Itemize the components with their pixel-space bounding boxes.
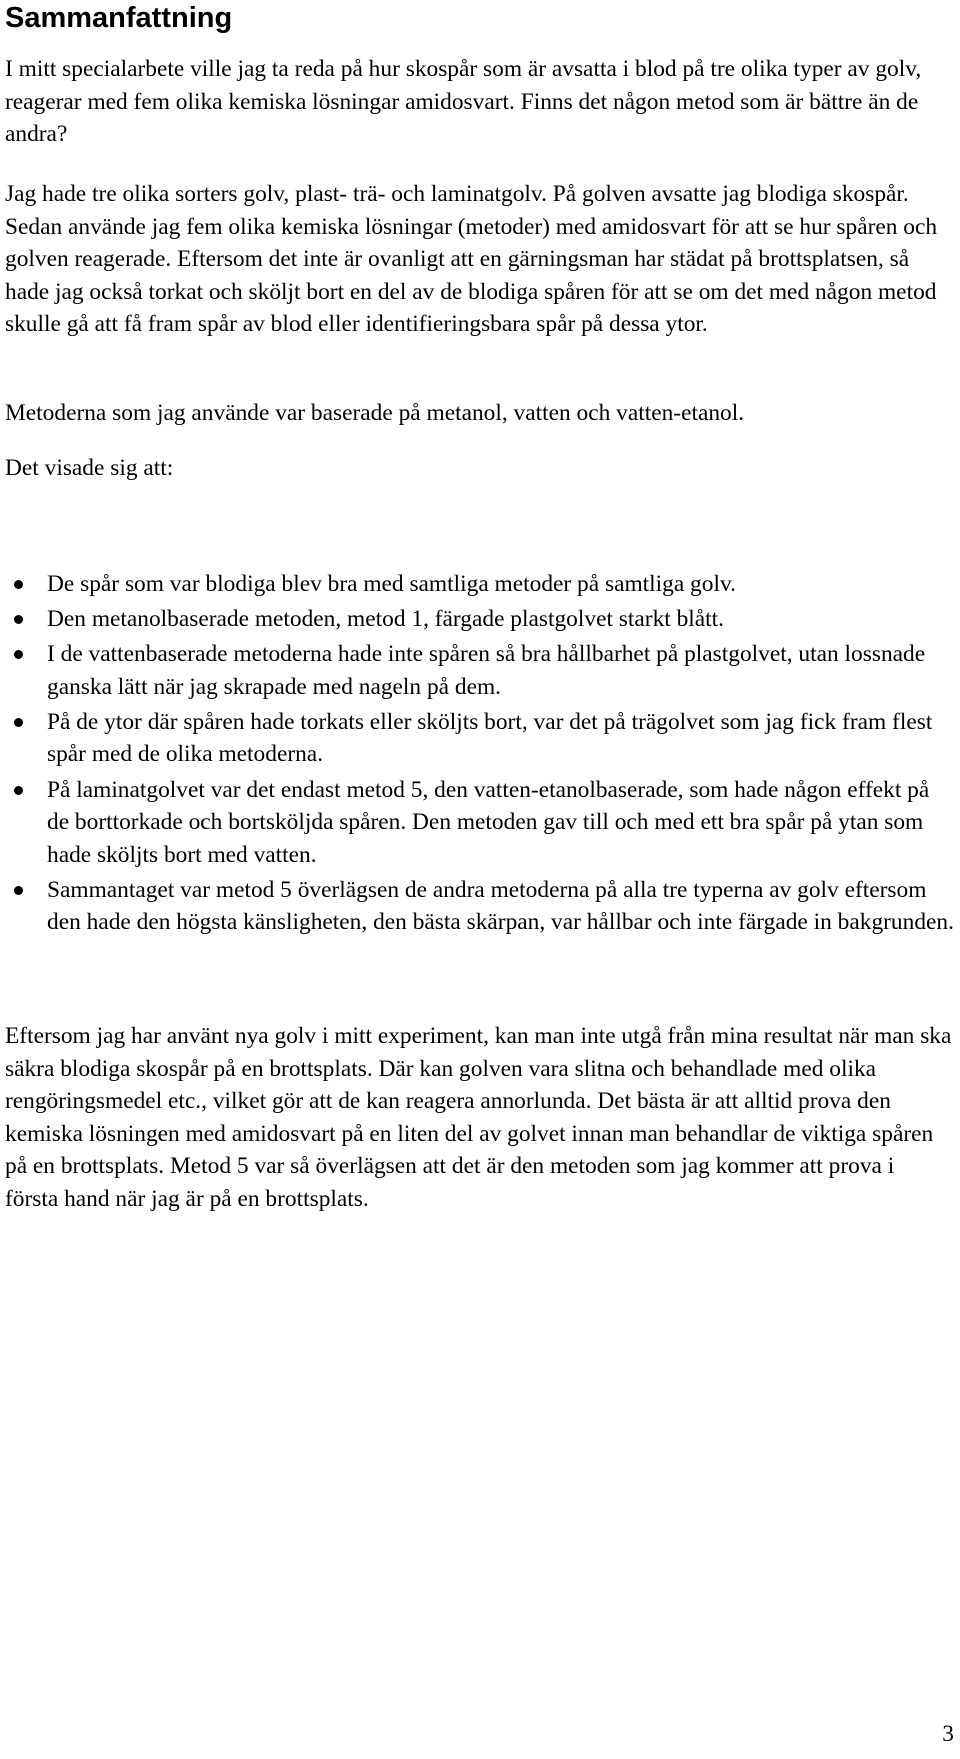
list-item xyxy=(0,638,955,703)
list-item-text: Sammantaget var metod 5 överlägsen de andra metoderna på alla tre typerna av golv eftersom den hade den högsta känsligheten, den bästa skärpan, var hållbar och inte färgade in bakgrunden. xyxy=(47,876,954,936)
results-intro-paragraph: Det visade sig att: xyxy=(5,455,174,481)
results-list xyxy=(0,568,955,942)
list-item xyxy=(0,568,955,601)
bullet-icon xyxy=(14,886,23,895)
list-item-text: I de vattenbaserade metoderna hade inte spåren så bra hållbarhet på plastgolvet, utan lossnade ganska lätt när jag skrapade med nageln på dem. xyxy=(47,641,926,700)
bullet-icon xyxy=(14,718,23,727)
intro-paragraph: I mitt specialarbete ville jag ta reda på hur skospår som är avsatta i blod på tre olika typer av golv, reagerar med fem olika kemiska lösningar amidosvart. Finns det någon metod som är bättre än de andra? xyxy=(5,56,922,148)
page-title: Sammanfattning xyxy=(5,2,233,34)
list-item-text: På laminatgolvet var det endast metod 5, den vatten-etanolbaserade, som hade någon effekt på de borttorkade och bortsköljda spåren. Den metoden gav till och med ett bra spår på ytan som hade sköljts bort med vatten. xyxy=(47,776,930,868)
list-item xyxy=(0,874,955,939)
bullet-icon xyxy=(14,580,23,589)
list-item-text: De spår som var blodiga blev bra med samtliga metoder på samtliga golv. xyxy=(47,571,736,597)
list-item xyxy=(0,603,955,636)
methods-basis-paragraph: Metoderna som jag använde var baserade på metanol, vatten och vatten-etanol. xyxy=(5,400,745,426)
bullet-icon xyxy=(14,650,23,659)
conclusion-paragraph: Eftersom jag har använt nya golv i mitt experiment, kan man inte utgå från mina resultat när man ska säkra blodiga skospår på en brottsplats. Där kan golven vara slitna och behandlade med olika rengöringsmedel etc., vilket gör att de kan reagera annorlunda. Det bästa är att alltid prova den kemiska lösningen med amidosvart på en liten del av golvet innan man behandlar de viktiga spåren på en brottsplats. Metod 5 var så överlägsen att det är den metoden som jag kommer att prova i första hand när jag är på en brottsplats. xyxy=(5,1023,952,1212)
list-item-text: På de ytor där spåren hade torkats eller sköljts bort, var det på trägolvet som jag fick fram flest spår med de olika metoderna. xyxy=(47,708,933,768)
page-number: 3 xyxy=(942,1721,954,1747)
bullet-icon xyxy=(14,615,23,624)
list-item xyxy=(0,706,955,771)
list-item-text: Den metanolbaserade metoden, metod 1, färgade plastgolvet starkt blått. xyxy=(47,606,725,633)
list-item xyxy=(0,774,955,872)
bullet-icon xyxy=(14,786,23,795)
method-paragraph: Jag hade tre olika sorters golv, plast- trä- och laminatgolv. På golven avsatte jag blodiga skospår. Sedan använde jag fem olika kemiska lösningar (metoder) med amidosvart för att se hur spåren och golven reagerade. Eftersom det inte är ovanligt att en gärningsman har städat på brottsplatsen, så hade jag också torkat och sköljt bort en del av de blodiga spåren för att se om det med någon metod skulle gå att få fram spår av blod eller identifieringsbara spår på dessa ytor. xyxy=(5,181,938,338)
